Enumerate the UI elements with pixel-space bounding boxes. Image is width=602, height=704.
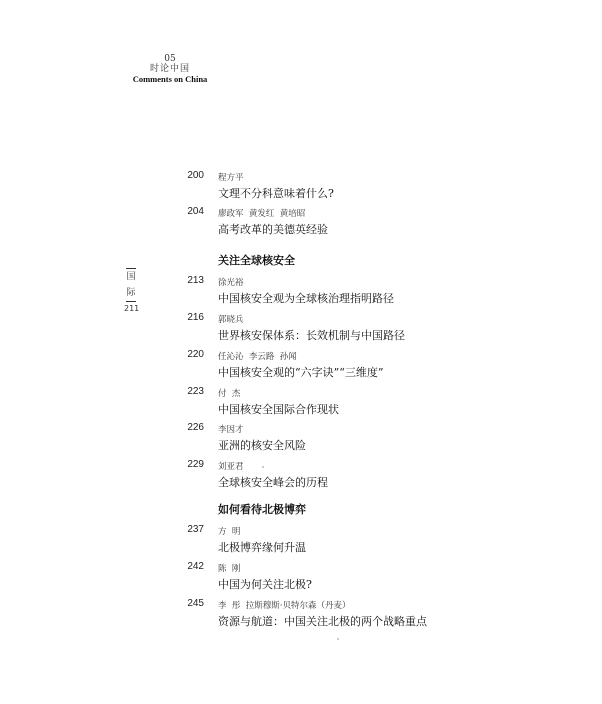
- entry-page-number: 242: [187, 561, 204, 572]
- header-issue-number: 05: [164, 54, 176, 64]
- header-chinese-title: 时论中国: [149, 64, 190, 74]
- marker-char-1: 国: [126, 272, 136, 282]
- entry-author: 任沁沁 李云路 孙闻: [218, 352, 297, 362]
- entry-title[interactable]: 中国为何关注北极?: [218, 578, 312, 591]
- entry-page-number: 237: [187, 524, 204, 535]
- entry-title[interactable]: 中国核安全观为全球核治理指明路径: [218, 292, 394, 305]
- entry-author: 付 杰: [218, 389, 241, 399]
- entry-author: 陈 刚: [218, 564, 241, 574]
- entry-author: 徐光裕: [218, 278, 244, 288]
- entry-title[interactable]: 世界核安保体系：长效机制与中国路径: [218, 329, 405, 342]
- entry-title[interactable]: 全球核安全峰会的历程: [218, 476, 328, 489]
- entry-title[interactable]: 资源与航道：中国关注北极的两个战略重点: [218, 615, 427, 628]
- entry-author: 李 彤 拉斯穆斯·贝特尔森（丹麦）: [218, 601, 351, 611]
- entry-page-number: 204: [187, 206, 204, 217]
- header-english-title: Comments on China: [132, 74, 208, 84]
- section-heading: 如何看待北极博弈: [218, 503, 306, 516]
- entry-page-number: 213: [187, 275, 204, 286]
- entry-author: 方 明: [218, 527, 241, 537]
- side-section-marker: [124, 268, 138, 313]
- marker-rule-bottom: [126, 301, 136, 302]
- entry-title[interactable]: 中国核安全国际合作现状: [218, 403, 339, 416]
- marker-char-2: 际: [126, 288, 136, 298]
- entry-page-number: 220: [187, 349, 204, 360]
- entry-title[interactable]: 高考改革的美德英经验: [218, 223, 328, 236]
- entry-author: 廖政军 黄发红 黄培昭: [218, 209, 306, 219]
- entry-page-number: 216: [187, 312, 204, 323]
- marker-page-number: 211: [124, 304, 140, 313]
- entry-title[interactable]: 中国核安全观的“六字诀”“三维度”: [218, 366, 384, 379]
- entry-page-number: 245: [187, 598, 204, 609]
- entry-title[interactable]: 亚洲的核安全风险: [218, 439, 306, 452]
- entry-page-number: 200: [187, 170, 204, 181]
- entry-author: 刘亚君: [218, 462, 244, 472]
- entry-title[interactable]: 北极博弈缘何升温: [218, 541, 306, 554]
- scan-speck: [262, 466, 264, 468]
- entry-page-number: 229: [187, 459, 204, 470]
- table-of-contents: [170, 0, 590, 704]
- entry-title[interactable]: 文理不分科意味着什么?: [218, 187, 334, 200]
- section-heading: 关注全球核安全: [218, 254, 295, 267]
- entry-page-number: 226: [187, 422, 204, 433]
- entry-author: 郭晓兵: [218, 315, 244, 325]
- entry-author: 程方平: [218, 173, 244, 183]
- entry-page-number: 223: [187, 386, 204, 397]
- entry-author: 李因才: [218, 425, 244, 435]
- scan-speck: [337, 638, 339, 640]
